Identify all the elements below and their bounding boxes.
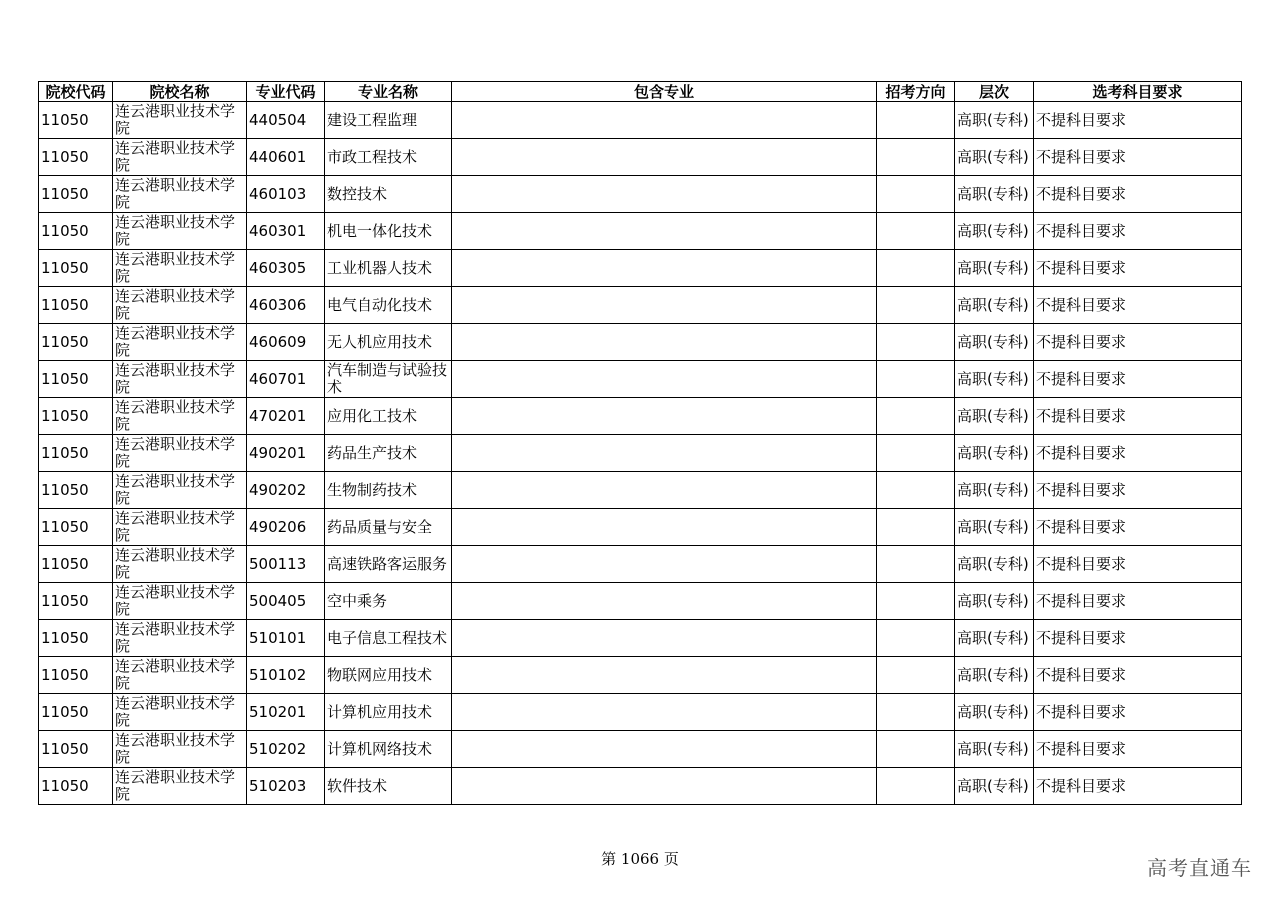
- header-included-majors: 包含专业: [452, 82, 877, 102]
- level-cell: 高职(专科): [955, 176, 1034, 213]
- requirement-cell: 不提科目要求: [1034, 398, 1242, 435]
- major-name-cell: 应用化工技术: [325, 398, 452, 435]
- school-code-cell: 11050: [39, 435, 113, 472]
- included-majors-cell: [452, 657, 877, 694]
- school-name-cell: 连云港职业技术学院: [113, 509, 247, 546]
- level-cell: 高职(专科): [955, 731, 1034, 768]
- major-code-cell: 510202: [247, 731, 325, 768]
- table-row: [39, 287, 1242, 324]
- table-row: [39, 694, 1242, 731]
- level-cell: 高职(专科): [955, 509, 1034, 546]
- requirement-cell: 不提科目要求: [1034, 731, 1242, 768]
- major-code-cell: 460306: [247, 287, 325, 324]
- major-name-cell: 高速铁路客运服务: [325, 546, 452, 583]
- major-name-cell: 物联网应用技术: [325, 657, 452, 694]
- school-name-cell: 连云港职业技术学院: [113, 620, 247, 657]
- direction-cell: [877, 694, 955, 731]
- level-cell: 高职(专科): [955, 620, 1034, 657]
- major-name-cell: 无人机应用技术: [325, 324, 452, 361]
- major-name-cell: 建设工程监理: [325, 102, 452, 139]
- level-cell: 高职(专科): [955, 213, 1034, 250]
- level-cell: 高职(专科): [955, 768, 1034, 805]
- school-name-cell: 连云港职业技术学院: [113, 213, 247, 250]
- school-name-cell: 连云港职业技术学院: [113, 472, 247, 509]
- included-majors-cell: [452, 546, 877, 583]
- direction-cell: [877, 361, 955, 398]
- direction-cell: [877, 509, 955, 546]
- included-majors-cell: [452, 509, 877, 546]
- header-requirement: 选考科目要求: [1034, 82, 1242, 102]
- requirement-cell: 不提科目要求: [1034, 213, 1242, 250]
- school-code-cell: 11050: [39, 694, 113, 731]
- header-level: 层次: [955, 82, 1034, 102]
- school-name-cell: 连云港职业技术学院: [113, 657, 247, 694]
- school-name-cell: 连云港职业技术学院: [113, 176, 247, 213]
- major-name-cell: 机电一体化技术: [325, 213, 452, 250]
- direction-cell: [877, 176, 955, 213]
- level-cell: 高职(专科): [955, 694, 1034, 731]
- school-code-cell: 11050: [39, 546, 113, 583]
- direction-cell: [877, 250, 955, 287]
- level-cell: 高职(专科): [955, 435, 1034, 472]
- table-row: [39, 731, 1242, 768]
- school-name-cell: 连云港职业技术学院: [113, 694, 247, 731]
- level-cell: 高职(专科): [955, 472, 1034, 509]
- level-cell: 高职(专科): [955, 139, 1034, 176]
- included-majors-cell: [452, 694, 877, 731]
- major-name-cell: 药品质量与安全: [325, 509, 452, 546]
- included-majors-cell: [452, 398, 877, 435]
- major-code-cell: 490206: [247, 509, 325, 546]
- major-name-cell: 软件技术: [325, 768, 452, 805]
- major-name-cell: 计算机网络技术: [325, 731, 452, 768]
- major-code-cell: 440504: [247, 102, 325, 139]
- table-row: [39, 176, 1242, 213]
- table-row: [39, 509, 1242, 546]
- requirement-cell: 不提科目要求: [1034, 583, 1242, 620]
- school-code-cell: 11050: [39, 657, 113, 694]
- school-name-cell: 连云港职业技术学院: [113, 250, 247, 287]
- direction-cell: [877, 768, 955, 805]
- header-major-code: 专业代码: [247, 82, 325, 102]
- school-name-cell: 连云港职业技术学院: [113, 287, 247, 324]
- school-name-cell: 连云港职业技术学院: [113, 398, 247, 435]
- requirement-cell: 不提科目要求: [1034, 139, 1242, 176]
- major-name-cell: 工业机器人技术: [325, 250, 452, 287]
- school-code-cell: 11050: [39, 287, 113, 324]
- header-school-name: 院校名称: [113, 82, 247, 102]
- direction-cell: [877, 583, 955, 620]
- table-row: [39, 657, 1242, 694]
- requirement-cell: 不提科目要求: [1034, 435, 1242, 472]
- level-cell: 高职(专科): [955, 250, 1034, 287]
- school-name-cell: 连云港职业技术学院: [113, 361, 247, 398]
- level-cell: 高职(专科): [955, 657, 1034, 694]
- requirement-cell: 不提科目要求: [1034, 657, 1242, 694]
- school-name-cell: 连云港职业技术学院: [113, 731, 247, 768]
- direction-cell: [877, 102, 955, 139]
- major-code-cell: 470201: [247, 398, 325, 435]
- school-name-cell: 连云港职业技术学院: [113, 435, 247, 472]
- included-majors-cell: [452, 250, 877, 287]
- watermark: 高考直通车: [1147, 856, 1252, 880]
- included-majors-cell: [452, 176, 877, 213]
- school-code-cell: 11050: [39, 250, 113, 287]
- school-code-cell: 11050: [39, 768, 113, 805]
- major-code-cell: 510101: [247, 620, 325, 657]
- school-code-cell: 11050: [39, 398, 113, 435]
- table-row: [39, 250, 1242, 287]
- included-majors-cell: [452, 139, 877, 176]
- table-row: [39, 139, 1242, 176]
- header-major-name: 专业名称: [325, 82, 452, 102]
- table-row: [39, 213, 1242, 250]
- requirement-cell: 不提科目要求: [1034, 287, 1242, 324]
- table-row: [39, 546, 1242, 583]
- direction-cell: [877, 324, 955, 361]
- direction-cell: [877, 546, 955, 583]
- direction-cell: [877, 657, 955, 694]
- major-name-cell: 药品生产技术: [325, 435, 452, 472]
- table-row: [39, 435, 1242, 472]
- level-cell: 高职(专科): [955, 546, 1034, 583]
- direction-cell: [877, 139, 955, 176]
- requirement-cell: 不提科目要求: [1034, 620, 1242, 657]
- direction-cell: [877, 287, 955, 324]
- major-code-cell: 490202: [247, 472, 325, 509]
- school-code-cell: 11050: [39, 139, 113, 176]
- major-code-cell: 510201: [247, 694, 325, 731]
- direction-cell: [877, 435, 955, 472]
- included-majors-cell: [452, 768, 877, 805]
- school-code-cell: 11050: [39, 102, 113, 139]
- major-code-cell: 460701: [247, 361, 325, 398]
- page-number: 第 1066 页: [601, 850, 679, 868]
- included-majors-cell: [452, 361, 877, 398]
- included-majors-cell: [452, 472, 877, 509]
- school-code-cell: 11050: [39, 472, 113, 509]
- included-majors-cell: [452, 620, 877, 657]
- school-code-cell: 11050: [39, 620, 113, 657]
- school-name-cell: 连云港职业技术学院: [113, 583, 247, 620]
- requirement-cell: 不提科目要求: [1034, 176, 1242, 213]
- school-name-cell: 连云港职业技术学院: [113, 139, 247, 176]
- school-code-cell: 11050: [39, 509, 113, 546]
- table-row: [39, 102, 1242, 139]
- header-direction: 招考方向: [877, 82, 955, 102]
- direction-cell: [877, 472, 955, 509]
- major-code-cell: 500405: [247, 583, 325, 620]
- level-cell: 高职(专科): [955, 324, 1034, 361]
- direction-cell: [877, 398, 955, 435]
- header-school-code: 院校代码: [39, 82, 113, 102]
- major-code-cell: 440601: [247, 139, 325, 176]
- direction-cell: [877, 620, 955, 657]
- school-name-cell: 连云港职业技术学院: [113, 102, 247, 139]
- school-code-cell: 11050: [39, 213, 113, 250]
- major-name-cell: 数控技术: [325, 176, 452, 213]
- school-code-cell: 11050: [39, 583, 113, 620]
- majors-table: [38, 81, 1242, 805]
- school-code-cell: 11050: [39, 361, 113, 398]
- level-cell: 高职(专科): [955, 287, 1034, 324]
- major-name-cell: 生物制药技术: [325, 472, 452, 509]
- major-code-cell: 460305: [247, 250, 325, 287]
- table-row: [39, 398, 1242, 435]
- table-row: [39, 324, 1242, 361]
- major-name-cell: 电气自动化技术: [325, 287, 452, 324]
- direction-cell: [877, 731, 955, 768]
- major-code-cell: 460103: [247, 176, 325, 213]
- requirement-cell: 不提科目要求: [1034, 694, 1242, 731]
- school-code-cell: 11050: [39, 176, 113, 213]
- major-name-cell: 市政工程技术: [325, 139, 452, 176]
- major-name-cell: 电子信息工程技术: [325, 620, 452, 657]
- requirement-cell: 不提科目要求: [1034, 102, 1242, 139]
- level-cell: 高职(专科): [955, 583, 1034, 620]
- table-row: [39, 620, 1242, 657]
- major-code-cell: 460609: [247, 324, 325, 361]
- included-majors-cell: [452, 287, 877, 324]
- major-code-cell: 490201: [247, 435, 325, 472]
- major-code-cell: 510203: [247, 768, 325, 805]
- major-name-cell: 计算机应用技术: [325, 694, 452, 731]
- included-majors-cell: [452, 731, 877, 768]
- table-row: [39, 361, 1242, 398]
- requirement-cell: 不提科目要求: [1034, 546, 1242, 583]
- table-body: [39, 102, 1242, 805]
- table-row: [39, 583, 1242, 620]
- included-majors-cell: [452, 435, 877, 472]
- included-majors-cell: [452, 213, 877, 250]
- school-name-cell: 连云港职业技术学院: [113, 768, 247, 805]
- major-name-cell: 空中乘务: [325, 583, 452, 620]
- requirement-cell: 不提科目要求: [1034, 768, 1242, 805]
- level-cell: 高职(专科): [955, 398, 1034, 435]
- requirement-cell: 不提科目要求: [1034, 361, 1242, 398]
- school-code-cell: 11050: [39, 324, 113, 361]
- major-code-cell: 510102: [247, 657, 325, 694]
- major-code-cell: 460301: [247, 213, 325, 250]
- header-row: [39, 82, 1242, 102]
- included-majors-cell: [452, 102, 877, 139]
- table-row: [39, 768, 1242, 805]
- school-name-cell: 连云港职业技术学院: [113, 546, 247, 583]
- requirement-cell: 不提科目要求: [1034, 324, 1242, 361]
- direction-cell: [877, 213, 955, 250]
- level-cell: 高职(专科): [955, 361, 1034, 398]
- level-cell: 高职(专科): [955, 102, 1034, 139]
- major-name-cell: 汽车制造与试验技术: [325, 361, 452, 398]
- table-row: [39, 472, 1242, 509]
- school-code-cell: 11050: [39, 731, 113, 768]
- major-code-cell: 500113: [247, 546, 325, 583]
- school-name-cell: 连云港职业技术学院: [113, 324, 247, 361]
- requirement-cell: 不提科目要求: [1034, 509, 1242, 546]
- included-majors-cell: [452, 583, 877, 620]
- included-majors-cell: [452, 324, 877, 361]
- requirement-cell: 不提科目要求: [1034, 250, 1242, 287]
- requirement-cell: 不提科目要求: [1034, 472, 1242, 509]
